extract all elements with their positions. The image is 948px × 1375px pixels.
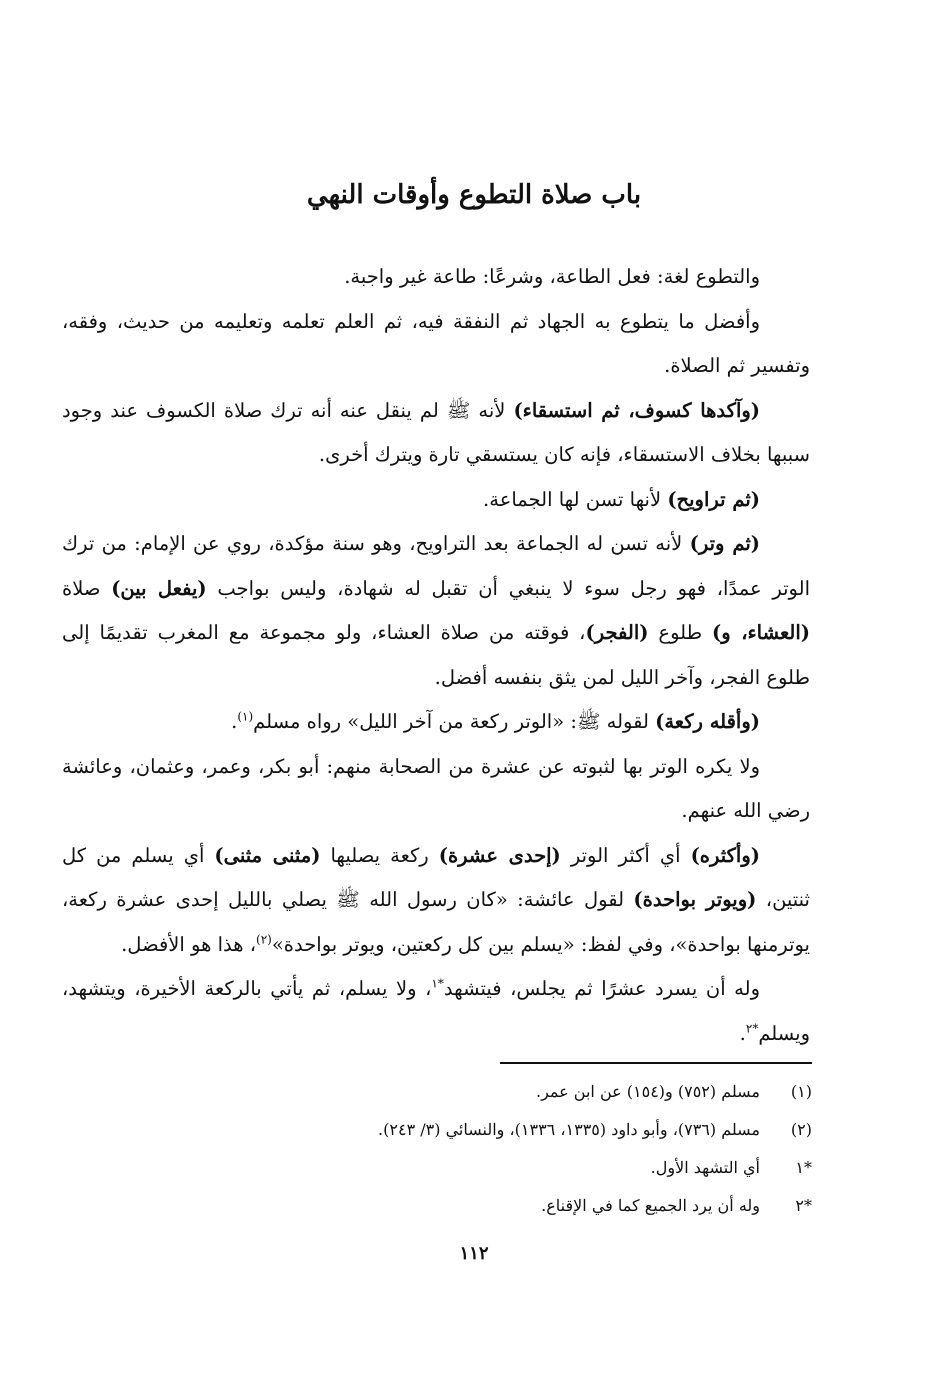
paragraph-text: ركعة يصليها bbox=[320, 843, 439, 867]
paragraph-text: ، فوقته من صلاة العشاء، ولو مجموعة مع المغرب تقديمًا إلى طلوع الفجر، وآخر الليل لمن يثق بنفسه أفضل. bbox=[62, 621, 810, 689]
footnote-item bbox=[132, 1073, 812, 1111]
paragraph-8 bbox=[62, 834, 810, 968]
footnote-marker: *١ bbox=[795, 1158, 812, 1177]
footnotes bbox=[132, 1073, 812, 1225]
page-number: ١١٢ bbox=[459, 1243, 489, 1264]
footnote-ref: (١) bbox=[237, 709, 254, 724]
bold-term: (وآكدها كسوف، ثم استسقاء) bbox=[513, 398, 761, 422]
paragraph-text: لقوله ﷺ: «الوتر ركعة من آخر الليل» رواه مسلم bbox=[253, 710, 656, 733]
paragraph-end: . bbox=[739, 1021, 746, 1045]
paragraph-end: ، هذا هو الأفضل. bbox=[121, 932, 257, 956]
footnote-text: مسلم (٧٥٢) و(١٥٤) عن ابن عمر. bbox=[536, 1082, 760, 1101]
bold-term: (إحدى عشرة) bbox=[438, 843, 561, 867]
footnote-text: وله أن يرد الجميع كما في الإقناع. bbox=[541, 1196, 760, 1215]
paragraph-text: أي أكثر الوتر bbox=[560, 843, 691, 867]
body-text bbox=[62, 255, 810, 1056]
bold-term: (يفعل بين) bbox=[111, 576, 207, 600]
paragraph-text: لقول عائشة: «كان رسول الله ﷺ يصلي بالليل إحدى عشرة ركعة، يوترمنها بواحدة»، وفي لفظ: «يسلم بين كل ركعتين، ويوتر بواحدة» bbox=[62, 888, 810, 956]
bold-term: (وأكثره) bbox=[690, 843, 760, 867]
footnote-ref: *١ bbox=[431, 976, 444, 991]
footnote-ref: *٢ bbox=[745, 1021, 759, 1035]
paragraph-text: لأنه تسن له الجماعة بعد التراويح، وهو سنة مؤكدة، روي عن الإمام: من ترك الوتر عمدًا، فهو رجل سوء لا ينبغي أن تقبل له شهادة، وليس بواجب bbox=[62, 532, 810, 600]
paragraph-7: ولا يكره الوتر بها لثبوته عن عشرة من الصحابة منهم: أبو بكر، وعمر، وعثمان، وعائشة رضي الله عنهم. bbox=[62, 754, 810, 822]
footnote-marker: (٢) bbox=[790, 1120, 812, 1139]
paragraph-text: صلاة bbox=[62, 576, 112, 600]
paragraph-9 bbox=[62, 967, 810, 1056]
chapter-title: باب صلاة التطوع وأوقات النهي bbox=[306, 180, 642, 210]
bold-term: (العشاء، و) bbox=[712, 621, 810, 644]
paragraph-2: وأفضل ما يتطوع به الجهاد ثم النفقة فيه، ثم العلم تعلمه وتعليمه من حديث، وفقه، وتفسير ثم الصلاة. bbox=[62, 309, 810, 377]
paragraph-text: طلوع bbox=[648, 621, 713, 644]
footnote-ref: (٢) bbox=[256, 932, 272, 946]
bold-term: (وأقله ركعة) bbox=[655, 710, 760, 733]
paragraph-4 bbox=[62, 478, 810, 523]
footnote-marker: (١) bbox=[790, 1082, 812, 1101]
bold-term: (مثنى مثنى) bbox=[214, 843, 321, 867]
paragraph-3 bbox=[62, 389, 810, 478]
paragraph-text: وله أن يسرد عشرًا ثم يجلس، فيتشهد bbox=[443, 977, 760, 1000]
footnote-divider bbox=[500, 1062, 812, 1064]
footnote-text: مسلم (٧٣٦)، وأبو داود (١٣٣٥، ١٣٣٦)، والنسائي (٣/ ٢٤٣). bbox=[378, 1120, 760, 1139]
bold-term: (الفجر) bbox=[585, 621, 649, 644]
paragraph-text: لأنه ﷺ لم ينقل عنه أنه ترك صلاة الكسوف عند وجود سببها بخلاف الاستسقاء، فإنه كان يستسقي تارة ويترك أخرى. bbox=[62, 398, 810, 466]
paragraph-text: أي يسلم من كل ثنتين، bbox=[62, 843, 810, 911]
bold-term: (ثم تراويح) bbox=[667, 487, 760, 511]
paragraph-text: لأنها تسن لها الجماعة. bbox=[483, 487, 668, 511]
bold-term: (ويوتر بواحدة) bbox=[633, 888, 757, 911]
paragraph-5 bbox=[62, 522, 810, 700]
footnote-item bbox=[132, 1111, 812, 1149]
paragraph-6 bbox=[62, 700, 810, 745]
footnote-item bbox=[132, 1149, 812, 1187]
paragraph-1: والتطوع لغة: فعل الطاعة، وشرعًا: طاعة غير واجبة. bbox=[344, 265, 760, 288]
footnote-text: أي التشهد الأول. bbox=[650, 1158, 760, 1177]
footnote-marker: *٢ bbox=[795, 1196, 812, 1215]
paragraph-end: . bbox=[231, 710, 238, 733]
bold-term: (ثم وتر) bbox=[689, 532, 760, 555]
paragraph-text: ، ولا يسلم، ثم يأتي بالركعة الأخيرة، ويتشهد، ويسلم bbox=[62, 977, 810, 1045]
footnote-item bbox=[132, 1187, 812, 1225]
